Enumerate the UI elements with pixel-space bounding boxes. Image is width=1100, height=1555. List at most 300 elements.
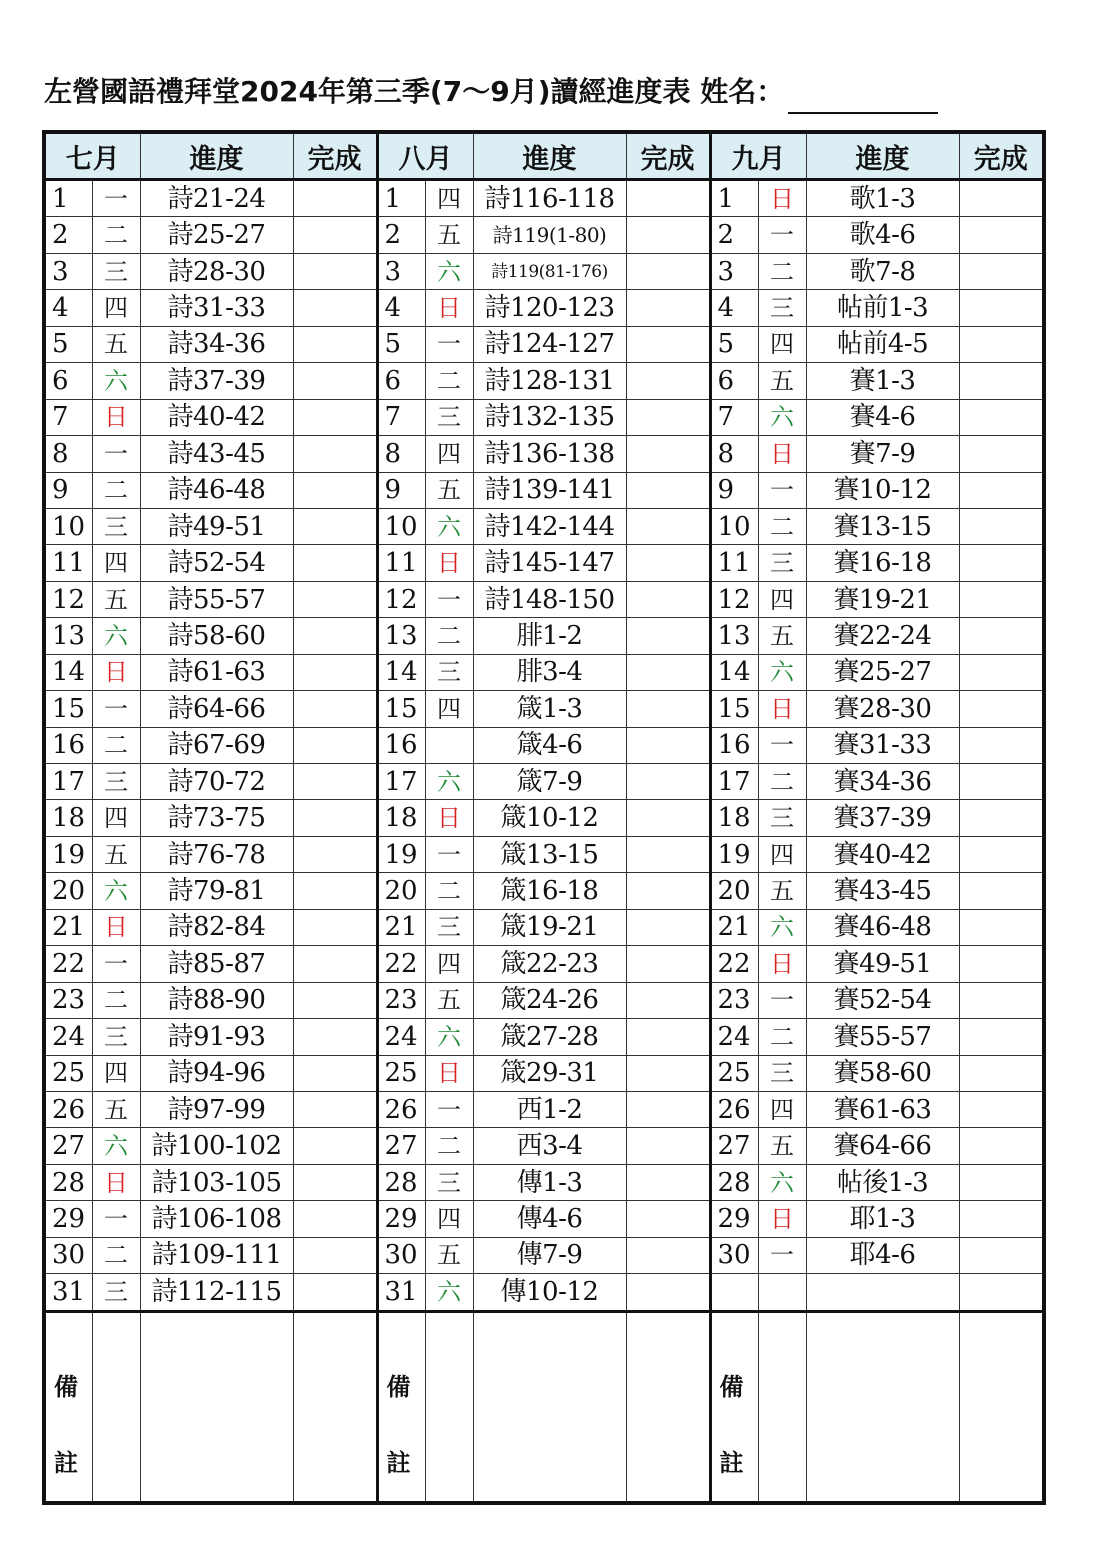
done-checkbox-cell-sep[interactable] <box>959 873 1044 909</box>
notes-area-sep[interactable] <box>806 1311 959 1503</box>
weekday-jul: 四 <box>92 1055 140 1091</box>
done-checkbox-cell-sep[interactable] <box>959 1237 1044 1273</box>
reading-passage-sep: 賽49-51 <box>806 946 959 982</box>
weekday-jul: 二 <box>92 217 140 253</box>
reading-schedule-table <box>42 130 1046 1505</box>
reading-passage-sep: 賽22-24 <box>806 618 959 654</box>
day-number-jul: 22 <box>44 946 92 982</box>
table-row <box>44 545 1044 581</box>
reading-passage-jul: 詩58-60 <box>140 618 293 654</box>
day-number-sep: 11 <box>710 545 758 581</box>
weekday-aug: 二 <box>425 873 473 909</box>
reading-passage-sep: 賽55-57 <box>806 1019 959 1055</box>
done-checkbox-cell-aug[interactable] <box>626 436 710 472</box>
done-checkbox-cell-sep[interactable] <box>959 982 1044 1018</box>
done-checkbox-cell-jul[interactable] <box>293 1274 377 1311</box>
done-checkbox-cell-aug[interactable] <box>626 1019 710 1055</box>
done-checkbox-cell-sep[interactable] <box>959 217 1044 253</box>
weekday-aug: 六 <box>425 1019 473 1055</box>
done-checkbox-cell-aug[interactable] <box>626 1128 710 1164</box>
day-number-jul: 18 <box>44 800 92 836</box>
reading-passage-sep: 賽40-42 <box>806 836 959 872</box>
reading-passage-aug: 西3-4 <box>473 1128 626 1164</box>
table-row <box>44 363 1044 399</box>
day-number-sep: 12 <box>710 581 758 617</box>
done-checkbox-cell-jul[interactable] <box>293 472 377 508</box>
done-checkbox-cell-jul[interactable] <box>293 290 377 326</box>
reading-passage-jul: 詩34-36 <box>140 326 293 362</box>
reading-passage-sep: 賽31-33 <box>806 727 959 763</box>
done-checkbox-cell-jul[interactable] <box>293 399 377 435</box>
weekday-sep: 二 <box>758 764 806 800</box>
done-checkbox-cell-aug[interactable] <box>626 217 710 253</box>
table-row <box>44 618 1044 654</box>
done-checkbox-cell-aug[interactable] <box>626 1164 710 1200</box>
table-row <box>44 764 1044 800</box>
day-number-jul: 2 <box>44 217 92 253</box>
done-checkbox-cell-jul[interactable] <box>293 654 377 690</box>
weekday-sep: 五 <box>758 1128 806 1164</box>
done-checkbox-cell-sep[interactable] <box>959 326 1044 362</box>
name-field[interactable] <box>788 82 938 114</box>
day-number-jul: 3 <box>44 253 92 289</box>
reading-passage-aug: 詩119(1-80) <box>473 217 626 253</box>
table-row <box>44 1164 1044 1200</box>
page-title-text: 左營國語禮拜堂2024年第三季(7～9月)讀經進度表 姓名： <box>44 75 785 108</box>
day-number-aug: 4 <box>377 290 425 326</box>
day-number-aug: 11 <box>377 545 425 581</box>
reading-passage-sep <box>806 1274 959 1311</box>
weekday-sep: 五 <box>758 363 806 399</box>
weekday-sep: 四 <box>758 581 806 617</box>
done-checkbox-cell-sep[interactable] <box>959 472 1044 508</box>
done-checkbox-cell-sep[interactable] <box>959 436 1044 472</box>
done-checkbox-cell-sep[interactable] <box>959 363 1044 399</box>
weekday-jul: 一 <box>92 946 140 982</box>
reading-passage-jul: 詩112-115 <box>140 1274 293 1311</box>
done-checkbox-cell-aug[interactable] <box>626 764 710 800</box>
notes-area-aug[interactable] <box>473 1311 626 1503</box>
done-checkbox-cell-aug[interactable] <box>626 946 710 982</box>
day-number-aug: 14 <box>377 654 425 690</box>
day-number-jul: 5 <box>44 326 92 362</box>
done-checkbox-cell-sep[interactable] <box>959 618 1044 654</box>
day-number-aug: 28 <box>377 1164 425 1200</box>
day-number-jul: 24 <box>44 1019 92 1055</box>
day-number-sep: 19 <box>710 836 758 872</box>
weekday-sep: 五 <box>758 873 806 909</box>
done-header-sep: 完成 <box>959 132 1044 180</box>
weekday-sep: 二 <box>758 508 806 544</box>
day-number-sep: 5 <box>710 326 758 362</box>
reading-passage-sep: 賽16-18 <box>806 545 959 581</box>
done-checkbox-cell-aug[interactable] <box>626 800 710 836</box>
done-checkbox-cell-jul[interactable] <box>293 545 377 581</box>
reading-passage-sep: 賽37-39 <box>806 800 959 836</box>
day-number-sep: 28 <box>710 1164 758 1200</box>
weekday-aug: 六 <box>425 1274 473 1311</box>
done-checkbox-cell-jul[interactable] <box>293 800 377 836</box>
day-number-jul: 25 <box>44 1055 92 1091</box>
reading-passage-jul: 詩85-87 <box>140 946 293 982</box>
weekday-jul: 五 <box>92 326 140 362</box>
weekday-sep: 六 <box>758 909 806 945</box>
weekday-jul: 日 <box>92 654 140 690</box>
done-header-aug: 完成 <box>626 132 710 180</box>
day-number-jul: 19 <box>44 836 92 872</box>
day-number-jul: 27 <box>44 1128 92 1164</box>
reading-passage-jul: 詩49-51 <box>140 508 293 544</box>
weekday-aug: 三 <box>425 654 473 690</box>
weekday-sep: 日 <box>758 691 806 727</box>
day-number-sep: 23 <box>710 982 758 1018</box>
reading-passage-jul: 詩43-45 <box>140 436 293 472</box>
done-checkbox-cell-aug[interactable] <box>626 1091 710 1127</box>
done-checkbox-cell-aug[interactable] <box>626 253 710 289</box>
reading-passage-aug: 箴29-31 <box>473 1055 626 1091</box>
reading-passage-sep: 賽25-27 <box>806 654 959 690</box>
notes-label-char: 備 <box>54 1372 78 1401</box>
reading-passage-aug: 箴24-26 <box>473 982 626 1018</box>
table-row <box>44 727 1044 763</box>
weekday-sep: 一 <box>758 727 806 763</box>
reading-passage-sep: 賽28-30 <box>806 691 959 727</box>
table-row <box>44 691 1044 727</box>
done-checkbox-cell-jul[interactable] <box>293 253 377 289</box>
done-checkbox-cell-jul[interactable] <box>293 436 377 472</box>
weekday-jul: 一 <box>92 180 140 217</box>
done-checkbox-cell-jul[interactable] <box>293 1164 377 1200</box>
day-number-jul: 21 <box>44 909 92 945</box>
weekday-aug: 四 <box>425 946 473 982</box>
done-checkbox-cell-sep[interactable] <box>959 508 1044 544</box>
weekday-aug: 五 <box>425 982 473 1018</box>
weekday-aug: 三 <box>425 909 473 945</box>
notes-area-sep[interactable] <box>959 1311 1044 1503</box>
done-checkbox-cell-aug[interactable] <box>626 472 710 508</box>
weekday-sep: 六 <box>758 399 806 435</box>
reading-passage-jul: 詩46-48 <box>140 472 293 508</box>
reading-passage-sep: 賽64-66 <box>806 1128 959 1164</box>
done-checkbox-cell-sep[interactable] <box>959 1164 1044 1200</box>
done-checkbox-cell-aug[interactable] <box>626 691 710 727</box>
day-number-sep: 30 <box>710 1237 758 1273</box>
weekday-aug: 四 <box>425 1201 473 1237</box>
weekday-jul: 四 <box>92 545 140 581</box>
day-number-sep: 25 <box>710 1055 758 1091</box>
day-number-aug: 6 <box>377 363 425 399</box>
reading-passage-sep: 歌4-6 <box>806 217 959 253</box>
day-number-aug: 15 <box>377 691 425 727</box>
done-checkbox-cell-sep[interactable] <box>959 399 1044 435</box>
reading-passage-aug: 西1-2 <box>473 1091 626 1127</box>
reading-passage-aug: 箴22-23 <box>473 946 626 982</box>
done-checkbox-cell-jul[interactable] <box>293 946 377 982</box>
done-checkbox-cell-aug[interactable] <box>626 873 710 909</box>
reading-passage-jul: 詩106-108 <box>140 1201 293 1237</box>
table-row <box>44 326 1044 362</box>
progress-header-sep: 進度 <box>806 132 959 180</box>
done-checkbox-cell-aug[interactable] <box>626 290 710 326</box>
weekday-aug <box>425 727 473 763</box>
table-row <box>44 253 1044 289</box>
month-header-aug: 八月 <box>377 132 473 180</box>
weekday-aug: 六 <box>425 253 473 289</box>
day-number-jul: 6 <box>44 363 92 399</box>
day-number-sep: 18 <box>710 800 758 836</box>
done-checkbox-cell-aug[interactable] <box>626 1237 710 1273</box>
reading-passage-sep: 帖前4-5 <box>806 326 959 362</box>
table-row <box>44 1237 1044 1273</box>
day-number-aug: 10 <box>377 508 425 544</box>
done-checkbox-cell-sep[interactable] <box>959 764 1044 800</box>
day-number-jul: 31 <box>44 1274 92 1311</box>
table-row <box>44 800 1044 836</box>
weekday-aug: 四 <box>425 691 473 727</box>
day-number-jul: 16 <box>44 727 92 763</box>
weekday-sep: 三 <box>758 290 806 326</box>
done-checkbox-cell-aug[interactable] <box>626 545 710 581</box>
weekday-sep: 三 <box>758 1055 806 1091</box>
table-row <box>44 1128 1044 1164</box>
month-header-sep: 九月 <box>710 132 806 180</box>
done-checkbox-cell-sep[interactable] <box>959 1128 1044 1164</box>
day-number-sep: 7 <box>710 399 758 435</box>
reading-passage-aug: 詩139-141 <box>473 472 626 508</box>
day-number-aug: 29 <box>377 1201 425 1237</box>
done-checkbox-cell-sep[interactable] <box>959 290 1044 326</box>
done-checkbox-cell-sep[interactable] <box>959 800 1044 836</box>
done-checkbox-cell-aug[interactable] <box>626 909 710 945</box>
done-checkbox-cell-jul[interactable] <box>293 1019 377 1055</box>
reading-passage-sep: 賽13-15 <box>806 508 959 544</box>
reading-passage-sep: 賽58-60 <box>806 1055 959 1091</box>
reading-passage-aug: 箴1-3 <box>473 691 626 727</box>
reading-passage-sep: 賽4-6 <box>806 399 959 435</box>
reading-passage-aug: 詩136-138 <box>473 436 626 472</box>
day-number-aug: 23 <box>377 982 425 1018</box>
reading-passage-aug: 傳1-3 <box>473 1164 626 1200</box>
done-checkbox-cell-sep[interactable] <box>959 180 1044 217</box>
weekday-jul: 一 <box>92 436 140 472</box>
done-checkbox-cell-jul[interactable] <box>293 1128 377 1164</box>
done-checkbox-cell-sep[interactable] <box>959 909 1044 945</box>
done-checkbox-cell-sep[interactable] <box>959 1091 1044 1127</box>
done-checkbox-cell-jul[interactable] <box>293 508 377 544</box>
day-number-sep <box>710 1274 758 1311</box>
reading-passage-aug: 詩128-131 <box>473 363 626 399</box>
weekday-jul: 二 <box>92 982 140 1018</box>
reading-passage-aug: 詩148-150 <box>473 581 626 617</box>
reading-passage-aug: 箴10-12 <box>473 800 626 836</box>
table-row <box>44 399 1044 435</box>
weekday-jul: 六 <box>92 873 140 909</box>
done-checkbox-cell-aug[interactable] <box>626 1201 710 1237</box>
weekday-aug: 六 <box>425 764 473 800</box>
done-checkbox-cell-jul[interactable] <box>293 982 377 1018</box>
done-checkbox-cell-jul[interactable] <box>293 217 377 253</box>
weekday-sep: 三 <box>758 545 806 581</box>
day-number-jul: 13 <box>44 618 92 654</box>
done-checkbox-cell-aug[interactable] <box>626 1055 710 1091</box>
done-checkbox-cell-sep[interactable] <box>959 1055 1044 1091</box>
weekday-aug: 日 <box>425 290 473 326</box>
done-checkbox-cell-jul[interactable] <box>293 1237 377 1273</box>
done-checkbox-cell-aug[interactable] <box>626 654 710 690</box>
reading-passage-aug: 腓3-4 <box>473 654 626 690</box>
weekday-jul: 二 <box>92 727 140 763</box>
reading-passage-jul: 詩100-102 <box>140 1128 293 1164</box>
done-checkbox-cell-jul[interactable] <box>293 1091 377 1127</box>
table-row <box>44 180 1044 217</box>
reading-passage-jul: 詩88-90 <box>140 982 293 1018</box>
day-number-sep: 10 <box>710 508 758 544</box>
weekday-sep: 四 <box>758 326 806 362</box>
notes-area-jul[interactable] <box>92 1311 140 1503</box>
day-number-aug: 2 <box>377 217 425 253</box>
done-checkbox-cell-aug[interactable] <box>626 180 710 217</box>
weekday-jul: 六 <box>92 618 140 654</box>
done-checkbox-cell-sep[interactable] <box>959 581 1044 617</box>
weekday-aug: 日 <box>425 545 473 581</box>
done-checkbox-cell-jul[interactable] <box>293 764 377 800</box>
day-number-sep: 27 <box>710 1128 758 1164</box>
reading-passage-sep: 賽43-45 <box>806 873 959 909</box>
weekday-sep: 四 <box>758 1091 806 1127</box>
notes-area-aug[interactable] <box>626 1311 710 1503</box>
done-checkbox-cell-jul[interactable] <box>293 618 377 654</box>
done-checkbox-cell-jul[interactable] <box>293 581 377 617</box>
weekday-jul: 日 <box>92 909 140 945</box>
done-checkbox-cell-aug[interactable] <box>626 326 710 362</box>
reading-passage-sep: 賽52-54 <box>806 982 959 1018</box>
table-row <box>44 1091 1044 1127</box>
weekday-aug: 四 <box>425 436 473 472</box>
done-checkbox-cell-jul[interactable] <box>293 836 377 872</box>
table-row <box>44 836 1044 872</box>
weekday-jul: 五 <box>92 1091 140 1127</box>
day-number-aug: 18 <box>377 800 425 836</box>
done-checkbox-cell-aug[interactable] <box>626 508 710 544</box>
day-number-aug: 21 <box>377 909 425 945</box>
done-checkbox-cell-aug[interactable] <box>626 727 710 763</box>
day-number-aug: 5 <box>377 326 425 362</box>
weekday-jul: 三 <box>92 508 140 544</box>
reading-passage-aug: 詩145-147 <box>473 545 626 581</box>
weekday-sep: 日 <box>758 180 806 217</box>
weekday-jul: 三 <box>92 1274 140 1311</box>
table-row <box>44 982 1044 1018</box>
reading-passage-jul: 詩70-72 <box>140 764 293 800</box>
done-checkbox-cell-sep[interactable] <box>959 253 1044 289</box>
done-checkbox-cell-aug[interactable] <box>626 836 710 872</box>
done-checkbox-cell-jul[interactable] <box>293 363 377 399</box>
day-number-jul: 23 <box>44 982 92 1018</box>
day-number-sep: 24 <box>710 1019 758 1055</box>
weekday-aug: 一 <box>425 836 473 872</box>
done-checkbox-cell-jul[interactable] <box>293 873 377 909</box>
notes-area-sep[interactable] <box>758 1311 806 1503</box>
header-row <box>44 132 1044 180</box>
day-number-aug: 26 <box>377 1091 425 1127</box>
weekday-jul: 二 <box>92 472 140 508</box>
done-checkbox-cell-sep[interactable] <box>959 1019 1044 1055</box>
reading-passage-sep: 歌7-8 <box>806 253 959 289</box>
day-number-aug: 3 <box>377 253 425 289</box>
done-checkbox-cell-aug[interactable] <box>626 982 710 1018</box>
weekday-sep: 三 <box>758 800 806 836</box>
day-number-sep: 16 <box>710 727 758 763</box>
day-number-jul: 11 <box>44 545 92 581</box>
done-checkbox-cell-aug[interactable] <box>626 363 710 399</box>
weekday-jul: 四 <box>92 800 140 836</box>
done-checkbox-cell-sep[interactable] <box>959 727 1044 763</box>
day-number-aug: 17 <box>377 764 425 800</box>
reading-passage-sep: 賽34-36 <box>806 764 959 800</box>
done-checkbox-cell-jul[interactable] <box>293 909 377 945</box>
notes-label-aug <box>377 1311 425 1503</box>
done-checkbox-cell-sep[interactable] <box>959 654 1044 690</box>
reading-passage-jul: 詩67-69 <box>140 727 293 763</box>
done-checkbox-cell-jul[interactable] <box>293 326 377 362</box>
done-checkbox-cell-jul[interactable] <box>293 1201 377 1237</box>
day-number-jul: 14 <box>44 654 92 690</box>
done-checkbox-cell-sep[interactable] <box>959 946 1044 982</box>
notes-area-jul[interactable] <box>140 1311 293 1503</box>
day-number-sep: 9 <box>710 472 758 508</box>
done-checkbox-cell-sep[interactable] <box>959 836 1044 872</box>
weekday-sep: 六 <box>758 1164 806 1200</box>
reading-passage-sep: 賽61-63 <box>806 1091 959 1127</box>
done-checkbox-cell-aug[interactable] <box>626 618 710 654</box>
done-checkbox-cell-jul[interactable] <box>293 727 377 763</box>
weekday-sep: 日 <box>758 436 806 472</box>
reading-passage-sep: 歌1-3 <box>806 180 959 217</box>
done-checkbox-cell-jul[interactable] <box>293 691 377 727</box>
done-checkbox-cell-aug[interactable] <box>626 581 710 617</box>
reading-passage-jul: 詩61-63 <box>140 654 293 690</box>
done-checkbox-cell-sep[interactable] <box>959 691 1044 727</box>
day-number-aug: 12 <box>377 581 425 617</box>
weekday-sep: 一 <box>758 217 806 253</box>
table-row <box>44 290 1044 326</box>
day-number-sep: 14 <box>710 654 758 690</box>
reading-passage-jul: 詩28-30 <box>140 253 293 289</box>
weekday-sep: 二 <box>758 253 806 289</box>
table-row <box>44 909 1044 945</box>
done-checkbox-cell-aug[interactable] <box>626 399 710 435</box>
done-checkbox-cell-sep <box>959 1274 1044 1311</box>
table-row <box>44 472 1044 508</box>
reading-passage-aug: 詩119(81-176) <box>473 253 626 289</box>
done-checkbox-cell-aug[interactable] <box>626 1274 710 1311</box>
done-checkbox-cell-jul[interactable] <box>293 1055 377 1091</box>
weekday-sep: 六 <box>758 654 806 690</box>
reading-passage-aug: 詩132-135 <box>473 399 626 435</box>
table-row <box>44 946 1044 982</box>
day-number-jul: 9 <box>44 472 92 508</box>
reading-passage-sep: 賽10-12 <box>806 472 959 508</box>
done-checkbox-cell-jul[interactable] <box>293 180 377 217</box>
notes-label-sep <box>710 1311 758 1503</box>
day-number-sep: 15 <box>710 691 758 727</box>
done-checkbox-cell-sep[interactable] <box>959 545 1044 581</box>
done-checkbox-cell-sep[interactable] <box>959 1201 1044 1237</box>
day-number-sep: 4 <box>710 290 758 326</box>
notes-area-jul[interactable] <box>293 1311 377 1503</box>
notes-area-aug[interactable] <box>425 1311 473 1503</box>
day-number-aug: 27 <box>377 1128 425 1164</box>
